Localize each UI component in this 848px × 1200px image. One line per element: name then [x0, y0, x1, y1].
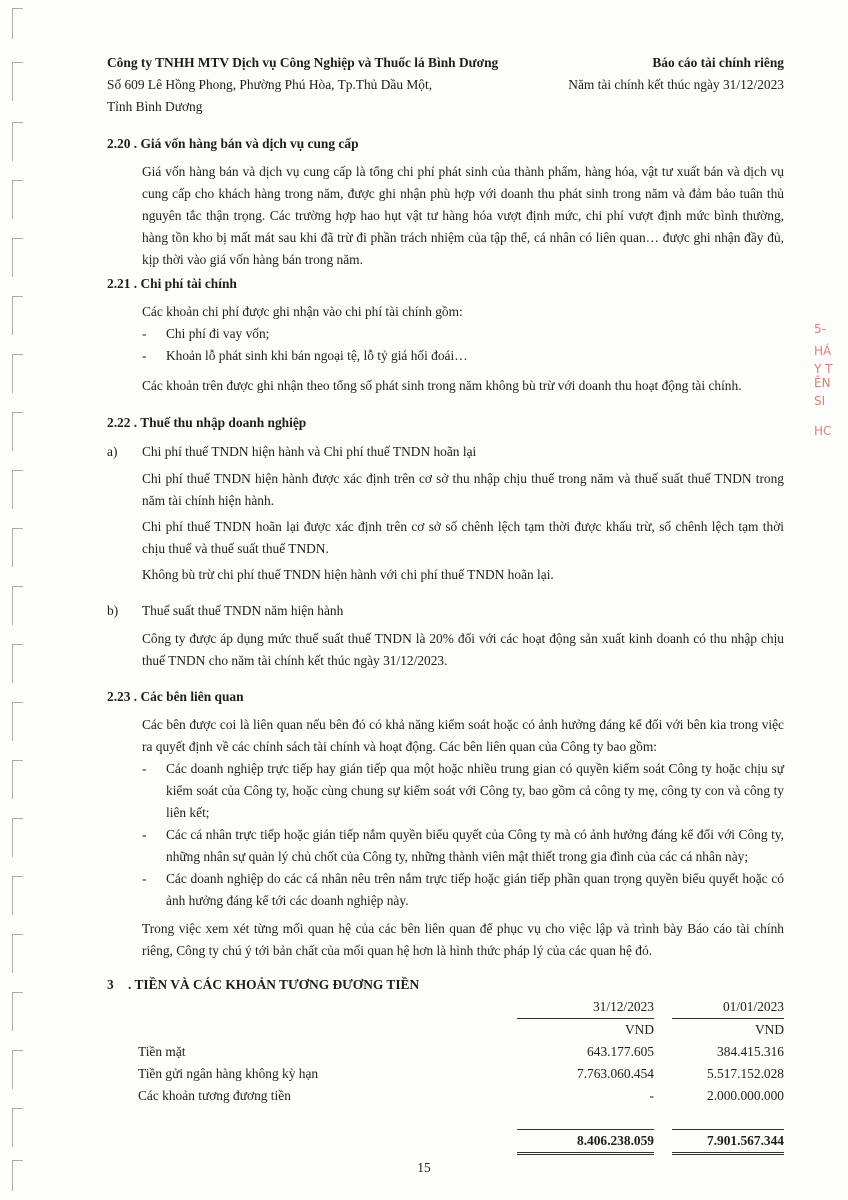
- row-value-2023: 7.763.060.454: [577, 1066, 654, 1081]
- stamp-text: 5-: [814, 322, 826, 336]
- column-date-2: 01/01/2023: [672, 996, 784, 1019]
- table-row: [107, 1063, 784, 1085]
- section-title: 2.20 . Giá vốn hàng bán và dịch vụ cung cấp: [107, 136, 359, 151]
- header-report-block: [454, 52, 784, 96]
- related-party-list: [142, 758, 784, 912]
- subsection-label-b: b): [107, 603, 119, 618]
- section-2-23-closing: Trong việc xem xét từng mối quan hệ của các bên liên quan để phục vụ cho việc lập và trình bày Báo cáo tài chính riêng, Công ty chú ý tới bản chất của mối quan hệ hơn là hình thức pháp lý của các quan hệ đó.: [142, 921, 784, 958]
- binding-marks: [8, 0, 30, 1200]
- column-unit-1: VND: [624, 1022, 654, 1037]
- subsection-title-b: Thuế suất thuế TNDN năm hiện hành: [142, 603, 344, 618]
- stamp-text: HÁ: [814, 344, 832, 358]
- section-2-23-body: [142, 714, 784, 912]
- list-item: - Các doanh nghiệp trực tiếp hay gián tiếp qua một hoặc nhiều trung gian có quyền kiểm soát Công ty hoặc chịu sự kiểm soát của Công ty, hoặc cùng chung sự kiểm soát với Công ty, bao gồm cả công ty mẹ, công ty con và công ty liên kết;: [142, 758, 784, 824]
- section-title: 2.23 . Các bên liên quan: [107, 689, 244, 704]
- total-value-2022: 7.901.567.344: [672, 1130, 784, 1154]
- cash-table: [107, 996, 784, 1155]
- stamp-text: SI: [814, 394, 826, 408]
- tax-paragraph: Không bù trừ chi phí thuế TNDN hiện hành với chi phí thuế TNDN hoãn lại.: [142, 567, 554, 582]
- row-value-2022: 5.517.152.028: [707, 1066, 784, 1081]
- table-unit-row: [107, 1019, 784, 1042]
- row-value-2023: -: [649, 1088, 654, 1103]
- section-2-20: [107, 133, 784, 155]
- table-row: [107, 1085, 784, 1107]
- section-2-21-body: [142, 301, 784, 397]
- company-address-line2: Tỉnh Bình Dương: [107, 99, 203, 114]
- report-title: Báo cáo tài chính riêng: [652, 55, 784, 70]
- row-label: Tiền mặt: [138, 1044, 186, 1059]
- stamp-text: HC: [814, 424, 832, 438]
- page-number: 15: [417, 1160, 431, 1175]
- section-title: 2.22 . Thuế thu nhập doanh nghiệp: [107, 415, 307, 430]
- row-label: Tiền gửi ngân hàng không kỳ hạn: [138, 1066, 319, 1081]
- table-header-row: [107, 996, 784, 1019]
- table-total-row: [107, 1130, 784, 1154]
- section-3-number: 3: [107, 977, 114, 992]
- subsection-label-a: a): [107, 444, 118, 459]
- list-item: - Chi phí đi vay vốn;: [142, 323, 784, 345]
- column-unit-2: VND: [754, 1022, 784, 1037]
- tax-paragraph: Công ty được áp dụng mức thuế suất thuế TNDN là 20% đối với các hoạt động sản xuất kinh doanh có thu nhập chịu thuế TNDN cho năm tài chính kết thúc ngày 31/12/2023.: [142, 631, 784, 668]
- row-value-2023: 643.177.605: [587, 1044, 654, 1059]
- section-2-20-paragraph: Giá vốn hàng bán và dịch vụ cung cấp là tổng chi phí phát sinh của thành phẩm, hàng hóa, vật tư xuất bán và dịch vụ cung cấp cho khách hàng trong năm, được ghi nhận phù hợp với doanh thu phát sinh trong năm và đảm bảo tuân thủ nguyên tắc thận trọng. Các trường hợp hao hụt vật tư hàng hóa vượt định mức, chi phí vượt định mức bình thường, hàng tồn kho bị mất mát sau khi đã trừ đi phần trách nhiệm của tập thể, cá nhân có liên quan… được ghi nhận đầy đủ, kịp thời vào giá vốn hàng bán trong năm.: [142, 164, 784, 267]
- list-item: - Khoản lỗ phát sinh khi bán ngoại tệ, lỗ tỷ giá hối đoái…: [142, 345, 784, 367]
- stamp-fragment: [814, 318, 848, 442]
- fiscal-year: Năm tài chính kết thúc ngày 31/12/2023: [568, 77, 784, 92]
- subsection-title-a: Chi phí thuế TNDN hiện hành và Chi phí thuế TNDN hoãn lại: [142, 444, 477, 459]
- table-row: [107, 1041, 784, 1063]
- section-2-21-intro: Các khoản chi phí được ghi nhận vào chi phí tài chính gồm:: [142, 304, 463, 319]
- stamp-text: ÊN: [814, 376, 831, 390]
- section-title: 2.21 . Chi phí tài chính: [107, 276, 237, 291]
- stamp-text: Y T: [814, 362, 833, 376]
- expense-list: [142, 323, 784, 367]
- section-3-title: . TIỀN VÀ CÁC KHOẢN TƯƠNG ĐƯƠNG TIỀN: [128, 977, 420, 992]
- row-value-2022: 2.000.000.000: [707, 1088, 784, 1103]
- total-value-2023: 8.406.238.059: [517, 1130, 654, 1154]
- section-2-21-closing: Các khoản trên được ghi nhận theo tổng số phát sinh trong năm không bù trừ với doanh thu hoạt động tài chính.: [142, 378, 742, 393]
- row-label: Các khoản tương đương tiền: [138, 1088, 291, 1103]
- tax-paragraph: Chi phí thuế TNDN hoãn lại được xác định trên cơ sở số chênh lệch tạm thời được khấu trừ, số chênh lệch tạm thời chịu thuế và thuế suất thuế TNDN.: [142, 519, 784, 556]
- row-value-2022: 384.415.316: [717, 1044, 784, 1059]
- company-name: Công ty TNHH MTV Dịch vụ Công Nghiệp và Thuốc lá Bình Dương: [107, 55, 499, 70]
- list-item: - Các doanh nghiệp do các cá nhân nêu trên nắm trực tiếp hoặc gián tiếp phần quan trọng quyền biểu quyết hoặc có ảnh hưởng đáng kể tới các doanh nghiệp này.: [142, 868, 784, 912]
- company-address-line1: Số 609 Lê Hồng Phong, Phường Phú Hòa, Tp.Thủ Dầu Một,: [107, 77, 433, 92]
- column-date-1: 31/12/2023: [517, 996, 654, 1019]
- list-item: - Các cá nhân trực tiếp hoặc gián tiếp nắm quyền biểu quyết của Công ty mà có ảnh hưởng đáng kể đối với Công ty, những nhân sự quản lý chủ chốt của Công ty, những thành viên mật thiết trong gia đình của các cá nhân này;: [142, 824, 784, 868]
- tax-paragraph: Chi phí thuế TNDN hiện hành được xác định trên cơ sở thu nhập chịu thuế trong năm và thuế suất thuế TNDN trong năm tài chính hiện hành.: [142, 471, 784, 508]
- section-2-23-intro: Các bên được coi là liên quan nếu bên đó có khả năng kiểm soát hoặc có ảnh hưởng đáng kể đối với bên kia trong việc ra quyết định về các chính sách tài chính và hoạt động. Các bên liên quan của Công ty bao gồm:: [142, 717, 784, 754]
